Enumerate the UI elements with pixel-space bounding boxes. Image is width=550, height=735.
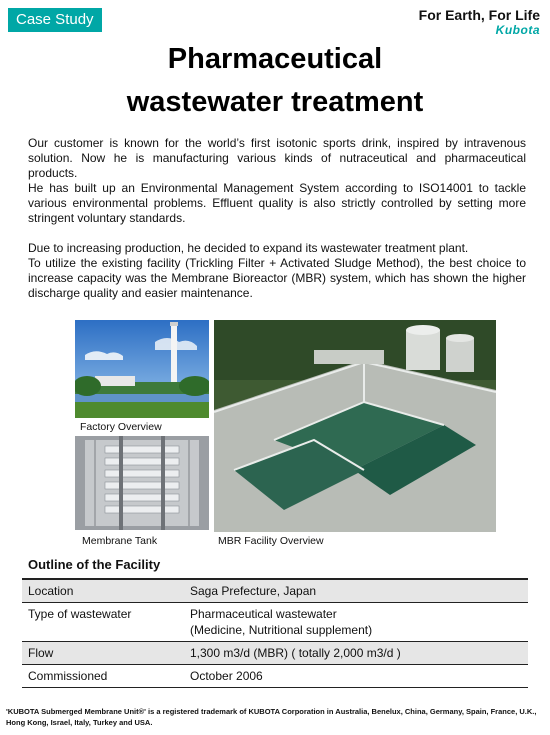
- mbr-facility-image: [214, 320, 496, 532]
- mbr-facility-photo: [214, 320, 496, 532]
- mbr-facility-caption: MBR Facility Overview: [218, 535, 324, 547]
- row-label: Type of wastewater: [28, 607, 132, 621]
- table-row: [22, 603, 528, 642]
- row-value: [184, 603, 528, 642]
- membrane-tank-caption: Membrane Tank: [82, 535, 158, 547]
- kubota-logo: Kubota: [495, 23, 540, 37]
- page-title: [0, 38, 550, 124]
- paragraph-3: Due to increasing production, he decided to expand its wastewater treatment plant.: [28, 241, 469, 255]
- row-value-line-2: (Medicine, Nutritional supplement): [190, 623, 373, 637]
- factory-caption: Factory Overview: [80, 421, 162, 433]
- body-text: [28, 136, 526, 301]
- row-value: October 2006: [190, 669, 263, 683]
- outline-heading: Outline of the Facility: [28, 557, 161, 572]
- case-study-badge: Case Study: [8, 8, 102, 32]
- row-label: Commissioned: [28, 669, 108, 683]
- table-row: [22, 642, 528, 665]
- paragraph-4: To utilize the existing facility (Trickling Filter + Activated Sludge Method), the best choice to increase capacity was the Membrane Bioreactor (MBR) system, which has shown the higher discharge quality and easier maintenance.: [28, 256, 526, 300]
- table-row: [22, 579, 528, 603]
- row-value-line-1: Pharmaceutical wastewater: [190, 607, 337, 621]
- row-value: 1,300 m3/d (MBR) ( totally 2,000 m3/d ): [184, 642, 528, 665]
- table-row: [22, 665, 528, 688]
- row-label: Flow: [22, 642, 184, 665]
- paragraph-1: Our customer is known for the world’s first isotonic sports drink, inspired by intravenous solution. Now he is manufacturing various kinds of nutraceutical and pharmaceutical products.: [28, 136, 526, 180]
- title-line-2: wastewater treatment: [126, 86, 424, 118]
- row-label: Location: [22, 579, 184, 603]
- title-line-1: Pharmaceutical: [167, 43, 383, 75]
- facility-outline-table: [22, 578, 528, 688]
- trademark-footnote: 'KUBOTA Submerged Membrane Unit®' is a registered trademark of KUBOTA Corporation in Australia, Benelux, China, Germany, Spain, France, U.K., Hong Kong, Israel, Italy, Turkey and USA.: [6, 707, 537, 727]
- membrane-tank-photo: [75, 436, 209, 530]
- membrane-tank-image: [75, 436, 209, 530]
- paragraph-2: He has built up an Environmental Management System according to ISO14001 to tackle various environmental problems. Effluent quality is also strictly controlled by setting more stringent voluntary standards.: [28, 181, 526, 225]
- brand-tagline: For Earth, For Life: [418, 7, 540, 23]
- factory-photo: [75, 320, 209, 418]
- row-value: Saga Prefecture, Japan: [184, 579, 528, 603]
- factory-photo-image: [75, 320, 209, 418]
- brand-block: [419, 7, 540, 37]
